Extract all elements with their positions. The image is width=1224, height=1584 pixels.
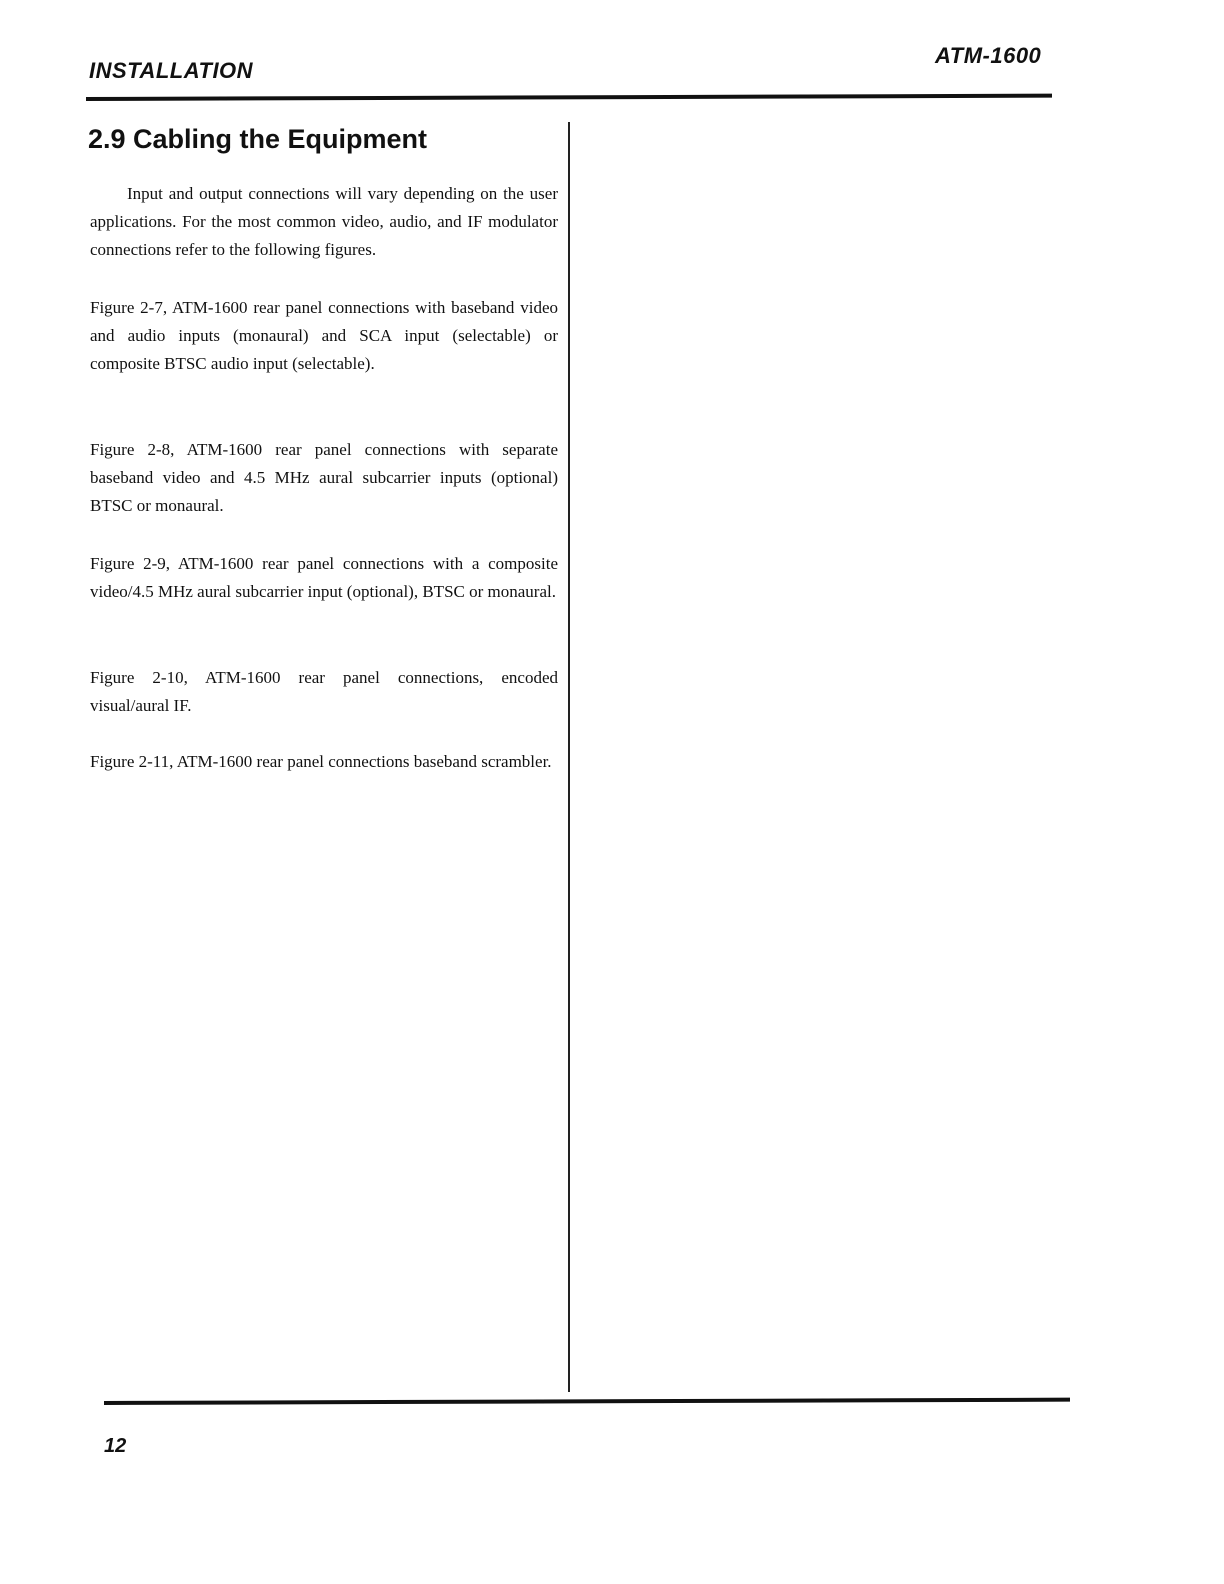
running-header-model: ATM-1600 [935,43,1042,68]
page-number: 12 [104,1435,127,1457]
column-divider [568,122,570,1392]
figure-2-8-reference: Figure 2-8, ATM-1600 rear panel connections with separate baseband video and 4.5 MHz aural subcarrier inputs (optional) BTSC or monaural. [90,440,558,515]
intro-paragraph: Input and output connections will vary depending on the user applications. For the most common video, audio, and IF modulator connections refer to the following figures. [90,184,558,259]
section-title: 2.9 Cabling the Equipment [88,124,428,154]
running-header-section: INSTALLATION [89,58,254,83]
figure-2-10-reference: Figure 2-10, ATM-1600 rear panel connections, encoded visual/aural IF. [90,668,558,715]
figure-2-11-reference: Figure 2-11, ATM-1600 rear panel connections baseband scrambler. [90,752,552,771]
header-rule [86,94,1052,101]
figure-2-7-reference: Figure 2-7, ATM-1600 rear panel connections with baseband video and audio inputs (monaural) and SCA input (selectable) or composite BTSC audio input (selectable). [90,298,558,373]
figure-2-9-reference: Figure 2-9, ATM-1600 rear panel connections with a composite video/4.5 MHz aural subcarrier input (optional), BTSC or monaural. [90,554,558,601]
footer-rule [104,1398,1070,1405]
